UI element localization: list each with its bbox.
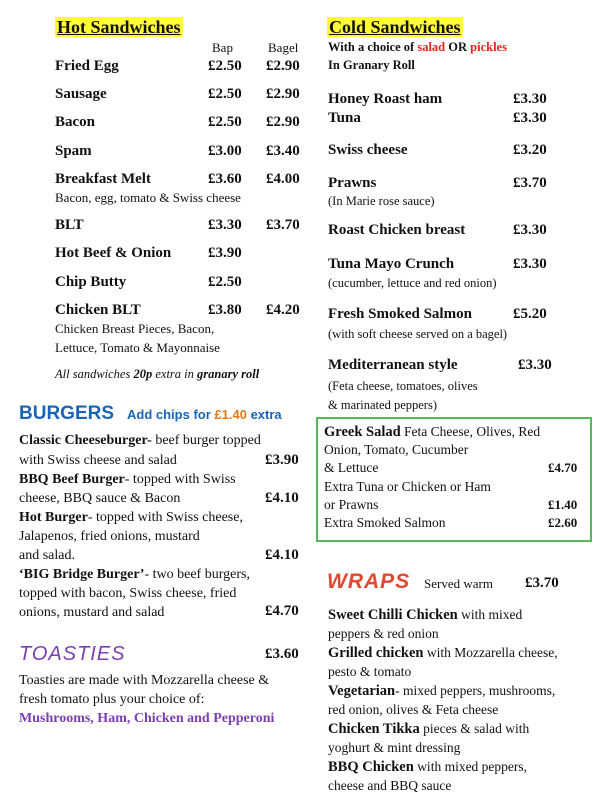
wrap-name: Sweet Chilli Chicken (328, 607, 458, 623)
burger-description: - topped with Swiss cheese, (87, 510, 243, 525)
burger-item (19, 567, 250, 583)
note-text: extra in (155, 367, 194, 381)
burger-name: BBQ Beef Burger (19, 472, 125, 487)
item-price: £3.30 (518, 357, 552, 373)
bap-price: £2.50 (208, 274, 242, 290)
hot-sandwiches-title: Hot Sandwiches (57, 17, 181, 37)
cold-subtitle-2: In Granary Roll (328, 58, 415, 72)
greek-salad-line (324, 424, 540, 441)
burger-description: Jalapenos, fried onions, mustard (19, 529, 200, 544)
note-amount: 20p (133, 367, 153, 381)
burger-description: with Swiss cheese and salad (19, 453, 177, 468)
menu-item-description: Lettuce, Tomato & Mayonnaise (55, 340, 220, 355)
bagel-price: £4.20 (266, 302, 300, 318)
menu-item-name: Chicken BLT (55, 302, 141, 318)
menu-item-name: Prawns (328, 175, 377, 191)
burger-price: £4.10 (265, 547, 299, 563)
greek-extra-label: Extra Tuna or Chicken or Ham (324, 479, 491, 494)
menu-item-name: Mediterranean style (328, 357, 458, 373)
toasties-description: fresh tomato plus your choice of: (19, 692, 205, 707)
wrap-name: Chicken Tikka (328, 721, 420, 737)
greek-extra-label: or Prawns (324, 497, 379, 512)
bagel-price: £2.90 (266, 114, 300, 130)
wraps-served-note: Served warm (424, 576, 493, 591)
bap-price: £2.50 (208, 114, 242, 130)
bagel-column-header: Bagel (268, 40, 299, 55)
wrap-item (328, 721, 529, 738)
note-text: All sandwiches (55, 367, 131, 381)
bagel-price: £3.70 (266, 217, 300, 233)
burger-description: onions, mustard and salad (19, 605, 165, 620)
subtitle-or: OR (448, 40, 468, 54)
toasties-title: TOASTIES (19, 643, 126, 665)
bap-price: £3.00 (208, 143, 242, 159)
menu-item-name: Hot Beef & Onion (55, 245, 172, 261)
burger-description: beef burger topped (151, 433, 261, 448)
add-chips-note (127, 407, 282, 422)
wrap-description: red onion, olives & Feta cheese (328, 702, 499, 717)
menu-item-description: Bacon, egg, tomato & Swiss cheese (55, 190, 241, 205)
menu-item-name: Bacon (55, 114, 96, 130)
menu-item-name: Fresh Smoked Salmon (328, 306, 472, 322)
bap-price: £3.90 (208, 245, 242, 261)
wrap-description: with mixed (457, 607, 523, 622)
greek-salad-price: £4.70 (548, 460, 578, 475)
menu-item-description: (cucumber, lettuce and red onion) (328, 276, 497, 290)
greek-salad-description: & Lettuce (324, 460, 379, 475)
wrap-item (328, 645, 558, 662)
cold-subtitle (328, 40, 507, 55)
bap-price: £3.80 (208, 302, 242, 318)
cold-sandwiches-title: Cold Sandwiches (329, 17, 461, 37)
subtitle-salad: salad (417, 40, 446, 54)
menu-item-description: & marinated peppers) (328, 398, 437, 412)
bagel-price: £2.90 (266, 86, 300, 102)
menu-item-description: Chicken Breast Pieces, Bacon, (55, 321, 215, 336)
menu-item-name: Roast Chicken breast (328, 222, 466, 238)
menu-item-name: Swiss cheese (328, 142, 408, 158)
burger-price: £3.90 (265, 452, 299, 468)
burger-description: - topped with Swiss (124, 472, 236, 487)
add-chips-text: Add chips for (127, 407, 211, 422)
wrap-description: cheese and BBQ sauce (328, 778, 452, 793)
bagel-price: £3.40 (266, 143, 300, 159)
item-price: £5.20 (513, 306, 547, 322)
menu-item-name: Breakfast Melt (55, 171, 151, 187)
wrap-name: Grilled chicken (328, 645, 424, 661)
wraps-title: WRAPS (327, 570, 411, 593)
greek-extra-label: Extra Smoked Salmon (324, 515, 446, 530)
wrap-description: pesto & tomato (328, 664, 412, 679)
menu-item-name: Tuna Mayo Crunch (328, 256, 455, 272)
wrap-description: peppers & red onion (328, 626, 439, 641)
subtitle-text: With a choice of (328, 40, 415, 54)
burger-name: Hot Burger (19, 510, 88, 525)
burger-description: topped with bacon, Swiss cheese, fried (19, 586, 237, 601)
bap-price: £3.60 (208, 171, 242, 187)
wrap-description: pieces & salad with (419, 721, 530, 736)
wrap-item (328, 759, 527, 776)
item-price: £3.30 (513, 256, 547, 272)
menu-item-name: Chip Butty (55, 274, 127, 290)
menu-item-name: Honey Roast ham (328, 91, 443, 107)
burger-item (19, 433, 261, 449)
burger-name: Classic Cheeseburger- (19, 433, 152, 448)
wrap-item (328, 607, 522, 624)
menu-item-name: BLT (55, 217, 84, 233)
greek-salad-description: Onion, Tomato, Cucumber (324, 442, 469, 457)
burger-description: cheese, BBQ sauce & Bacon (19, 491, 181, 506)
wrap-description: - mixed peppers, mushrooms, (395, 683, 556, 698)
bap-price: £2.50 (208, 58, 242, 74)
wrap-name: Vegetarian (328, 683, 396, 699)
add-chips-price: £1.40 (214, 407, 247, 422)
item-price: £3.30 (513, 110, 547, 126)
item-price: £3.20 (513, 142, 547, 158)
greek-extra-price: £2.60 (548, 515, 578, 530)
wrap-description: with Mozzarella cheese, (423, 645, 558, 660)
wrap-item (328, 683, 555, 700)
burger-description: and salad. (19, 548, 75, 563)
subtitle-pickles: pickles (470, 40, 507, 54)
greek-salad-name: Greek Salad (324, 424, 401, 440)
burger-description: - two beef burgers, (144, 567, 250, 582)
item-price: £3.30 (513, 222, 547, 238)
item-price: £3.70 (513, 175, 547, 191)
menu-item-description: (Feta cheese, tomatoes, olives (328, 379, 478, 393)
burger-price: £4.70 (265, 603, 299, 619)
wrap-description: yoghurt & mint dressing (328, 740, 461, 755)
burger-item (19, 472, 236, 488)
burger-price: £4.10 (265, 490, 299, 506)
bap-column-header: Bap (212, 40, 233, 55)
greek-extra-price: £1.40 (548, 497, 578, 512)
add-chips-text: extra (250, 407, 282, 422)
burgers-title: BURGERS (19, 403, 115, 424)
bagel-price: £4.00 (266, 171, 300, 187)
menu-item-name: Tuna (328, 110, 361, 126)
item-price: £3.30 (513, 91, 547, 107)
burger-item (19, 510, 243, 526)
menu-item-description: (In Marie rose sauce) (328, 194, 435, 208)
granary-note (55, 367, 259, 382)
note-granary: granary roll (197, 367, 260, 381)
toasties-price: £3.60 (265, 646, 299, 662)
bagel-price: £2.90 (266, 58, 300, 74)
menu-item-name: Fried Egg (55, 58, 119, 74)
toasties-description: Toasties are made with Mozzarella cheese & (19, 673, 270, 688)
wraps-price: £3.70 (525, 575, 559, 591)
burger-name: ‘BIG Bridge Burger’ (19, 567, 145, 582)
toasties-choices: Mushrooms, Ham, Chicken and Pepperoni (19, 711, 275, 726)
bap-price: £2.50 (208, 86, 242, 102)
greek-salad-description: Feta Cheese, Olives, Red (400, 424, 541, 439)
menu-item-name: Sausage (55, 86, 107, 102)
menu-item-description: (with soft cheese served on a bagel) (328, 327, 508, 341)
wrap-description: with mixed peppers, (413, 759, 528, 774)
menu-item-name: Spam (55, 143, 92, 159)
wrap-name: BBQ Chicken (328, 759, 414, 775)
bap-price: £3.30 (208, 217, 242, 233)
